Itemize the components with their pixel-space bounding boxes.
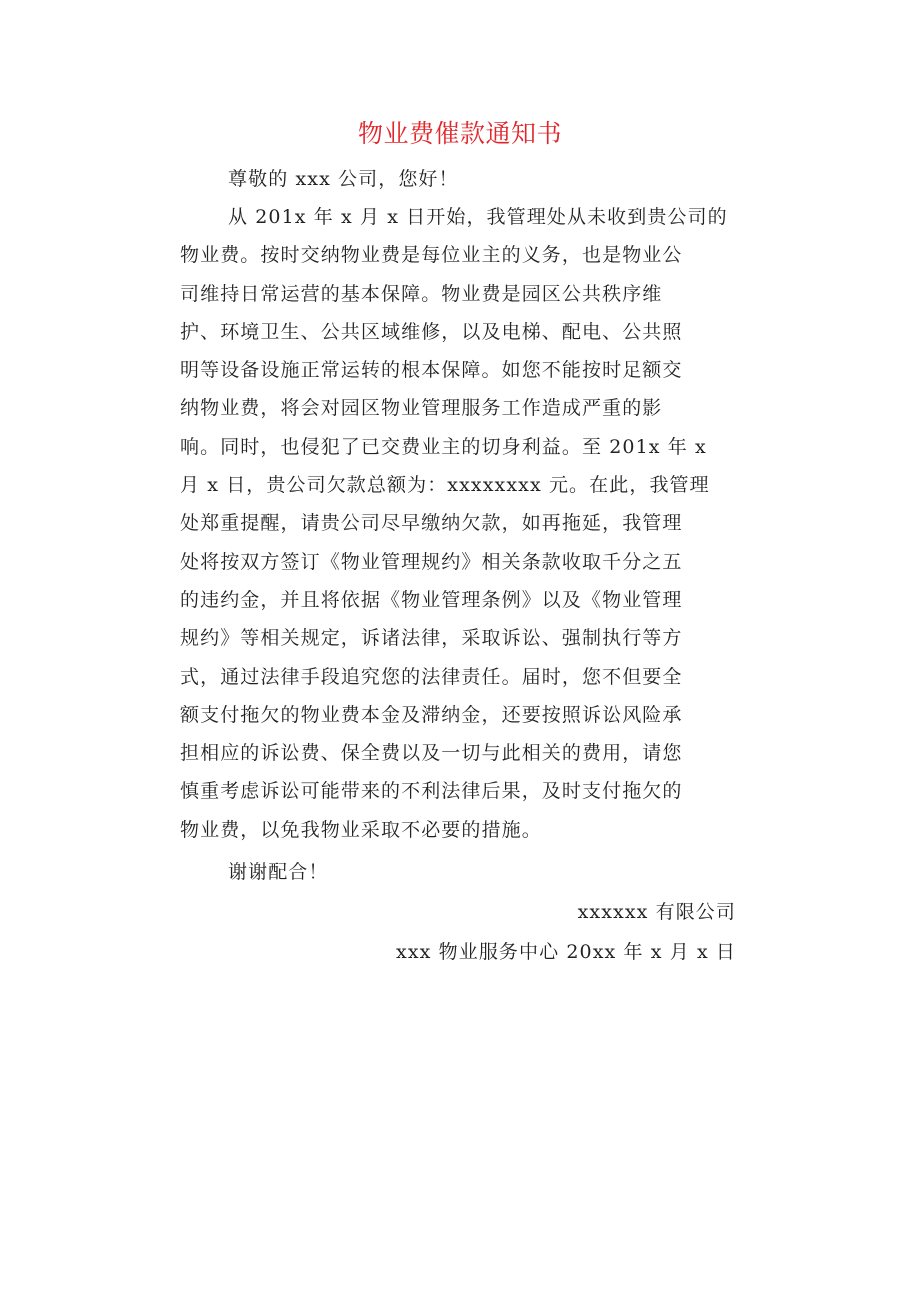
body-line: 明等设备设施正常运转的根本保障。如您不能按时足额交	[180, 359, 683, 382]
signature-center-date: xxx 物业服务中心 20xx 年 x 月 x 日	[396, 941, 736, 963]
body-line: 额支付拖欠的物业费本金及滞纳金，还要按照诉讼风险承	[180, 703, 683, 726]
closing-line: 谢谢配合！	[228, 861, 329, 883]
body-line: 物业费。按时交纳物业费是每位业主的义务，也是物业公	[180, 244, 683, 267]
body-line: 的违约金，并且将依据《物业管理条例》以及《物业管理	[180, 588, 683, 611]
greeting-line: 尊敬的 xxx 公司，您好！	[228, 168, 459, 190]
signature-company: xxxxxx 有限公司	[577, 901, 736, 923]
body-line: 规约》等相关规定，诉诸法律，采取诉讼、强制执行等方	[180, 627, 683, 650]
body-line: 月 x 日，贵公司欠款总额为：xxxxxxxx 元。在此，我管理	[180, 474, 710, 497]
body-line: 护、环境卫生、公共区域维修，以及电梯、配电、公共照	[180, 320, 683, 343]
body-line: 式，通过法律手段追究您的法律责任。届时，您不但要全	[180, 665, 683, 688]
body-line: 司维持日常运营的基本保障。物业费是园区公共秩序维	[180, 282, 663, 305]
body-line: 处郑重提醒，请贵公司尽早缴纳欠款，如再拖延，我管理	[180, 512, 683, 535]
body-line: 担相应的诉讼费、保全费以及一切与此相关的费用，请您	[180, 742, 683, 765]
body-line: 慎重考虑诉讼可能带来的不利法律后果，及时支付拖欠的	[180, 780, 683, 803]
body-line: 处将按双方签订《物业管理规约》相关条款收取千分之五	[180, 550, 683, 573]
body-line: 响。同时，也侵犯了已交费业主的切身利益。至 201x 年 x	[180, 435, 707, 458]
document-title: 物业费催款通知书	[357, 119, 562, 148]
body-paragraph	[180, 198, 740, 849]
body-line: 物业费，以免我物业采取不必要的措施。	[180, 818, 542, 841]
body-line: 纳物业费，将会对园区物业管理服务工作造成严重的影	[180, 397, 663, 420]
body-line: 从 201x 年 x 月 x 日开始，我管理处从未收到贵公司的	[228, 206, 728, 228]
